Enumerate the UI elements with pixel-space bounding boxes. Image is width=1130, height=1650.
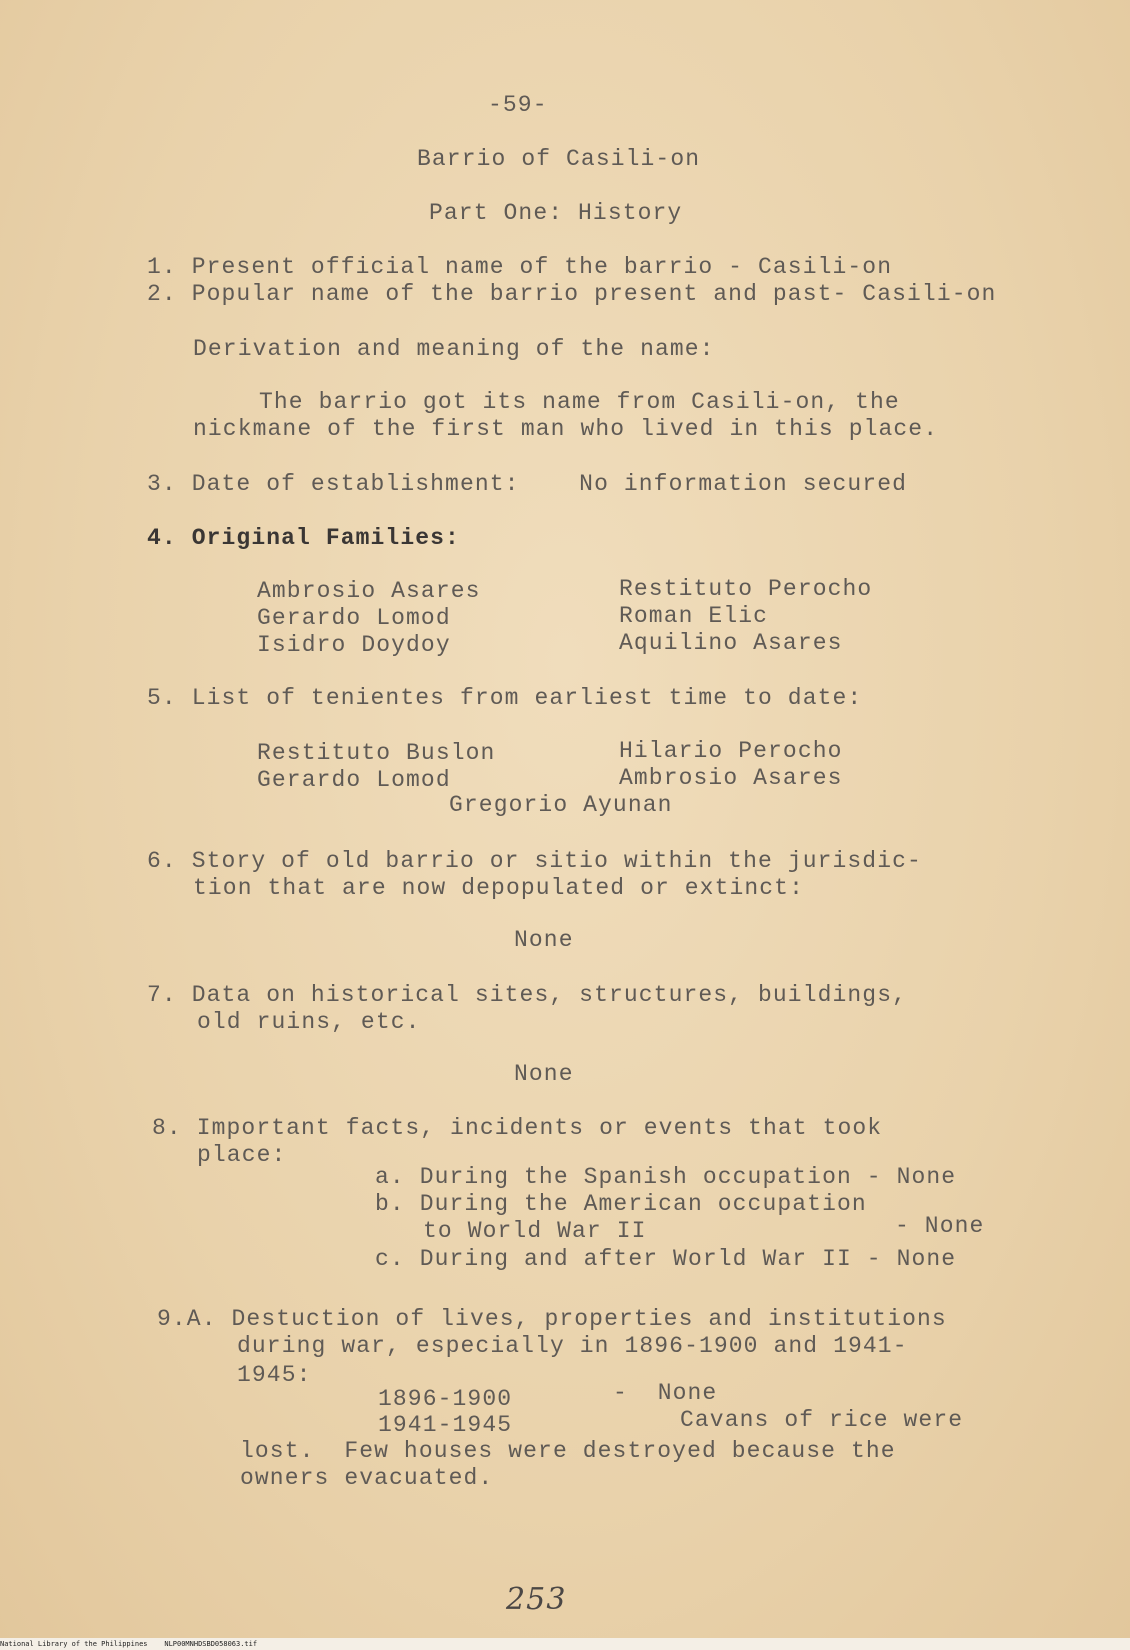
item-3: 3. Date of establishment: No information secured <box>147 471 908 497</box>
item-8-b-line-2: to World War II <box>423 1218 647 1244</box>
family-right-3: Aquilino Asares <box>619 630 843 656</box>
family-right-2: Roman Elic <box>619 603 769 629</box>
item-9-line-5: owners evacuated. <box>240 1465 494 1491</box>
teniente-left-1: Restituto Buslon <box>257 740 496 766</box>
item-1: 1. Present official name of the barrio - Casili-on <box>147 254 893 280</box>
item-8-b-none: - None <box>895 1213 985 1239</box>
page-title: Barrio of Casili-on <box>417 146 701 172</box>
item-8-c: c. During and after World War II - None <box>375 1246 957 1272</box>
family-left-3: Isidro Doydoy <box>257 632 451 658</box>
item-6-answer: None <box>514 927 574 953</box>
teniente-center: Gregorio Ayunan <box>449 792 673 818</box>
item-2: 2. Popular name of the barrio present and past- Casili-on <box>147 281 997 307</box>
item-9-year-2: 1941-1945 <box>378 1412 513 1438</box>
item-9-value-2: Cavans of rice were <box>680 1407 964 1433</box>
item-9-line-1: 9.A. Destuction of lives, properties and institutions <box>157 1306 947 1332</box>
item-9-line-3: 1945: <box>237 1362 312 1388</box>
item-8-line-1: 8. Important facts, incidents or events that took <box>152 1115 883 1141</box>
item-9-line-4: lost. Few houses were destroyed because the <box>240 1438 896 1464</box>
family-left-1: Ambrosio Asares <box>257 578 481 604</box>
item-8-a: a. During the Spanish occupation - None <box>375 1164 957 1190</box>
item-9-line-2: during war, especially in 1896-1900 and 1941- <box>237 1333 908 1359</box>
item-5: 5. List of tenientes from earliest time to date: <box>147 685 863 711</box>
family-right-1: Restituto Perocho <box>619 576 873 602</box>
item-8-b-line-1: b. During the American occupation <box>375 1191 867 1217</box>
item-6-line-1: 6. Story of old barrio or sitio within the jurisdic- <box>147 848 922 874</box>
item-9-value-1: - None <box>613 1380 718 1406</box>
teniente-right-2: Ambrosio Asares <box>619 765 843 791</box>
section-title: Part One: History <box>429 200 683 226</box>
item-7-line-1: 7. Data on historical sites, structures, buildings, <box>147 982 908 1008</box>
derivation-heading: Derivation and meaning of the name: <box>193 336 715 362</box>
derivation-line-2: nickmane of the first man who lived in this place. <box>193 416 939 442</box>
item-7-answer: None <box>514 1061 574 1087</box>
teniente-right-1: Hilario Perocho <box>619 738 843 764</box>
handwritten-folio-number: 253 <box>506 1582 567 1617</box>
scan-footer-text: National Library of the Philippines NLP00MNHDSBD058063.tif <box>0 1640 258 1648</box>
page-number: -59- <box>488 92 548 118</box>
item-4: 4. Original Families: <box>147 525 460 551</box>
derivation-line-1: The barrio got its name from Casili-on, the <box>259 389 900 415</box>
item-7-line-2: old ruins, etc. <box>197 1009 421 1035</box>
family-left-2: Gerardo Lomod <box>257 605 451 631</box>
teniente-left-2: Gerardo Lomod <box>257 767 451 793</box>
item-9-year-1: 1896-1900 <box>378 1386 513 1412</box>
item-6-line-2: tion that are now depopulated or extinct: <box>193 875 804 901</box>
item-8-line-2: place: <box>197 1142 287 1168</box>
